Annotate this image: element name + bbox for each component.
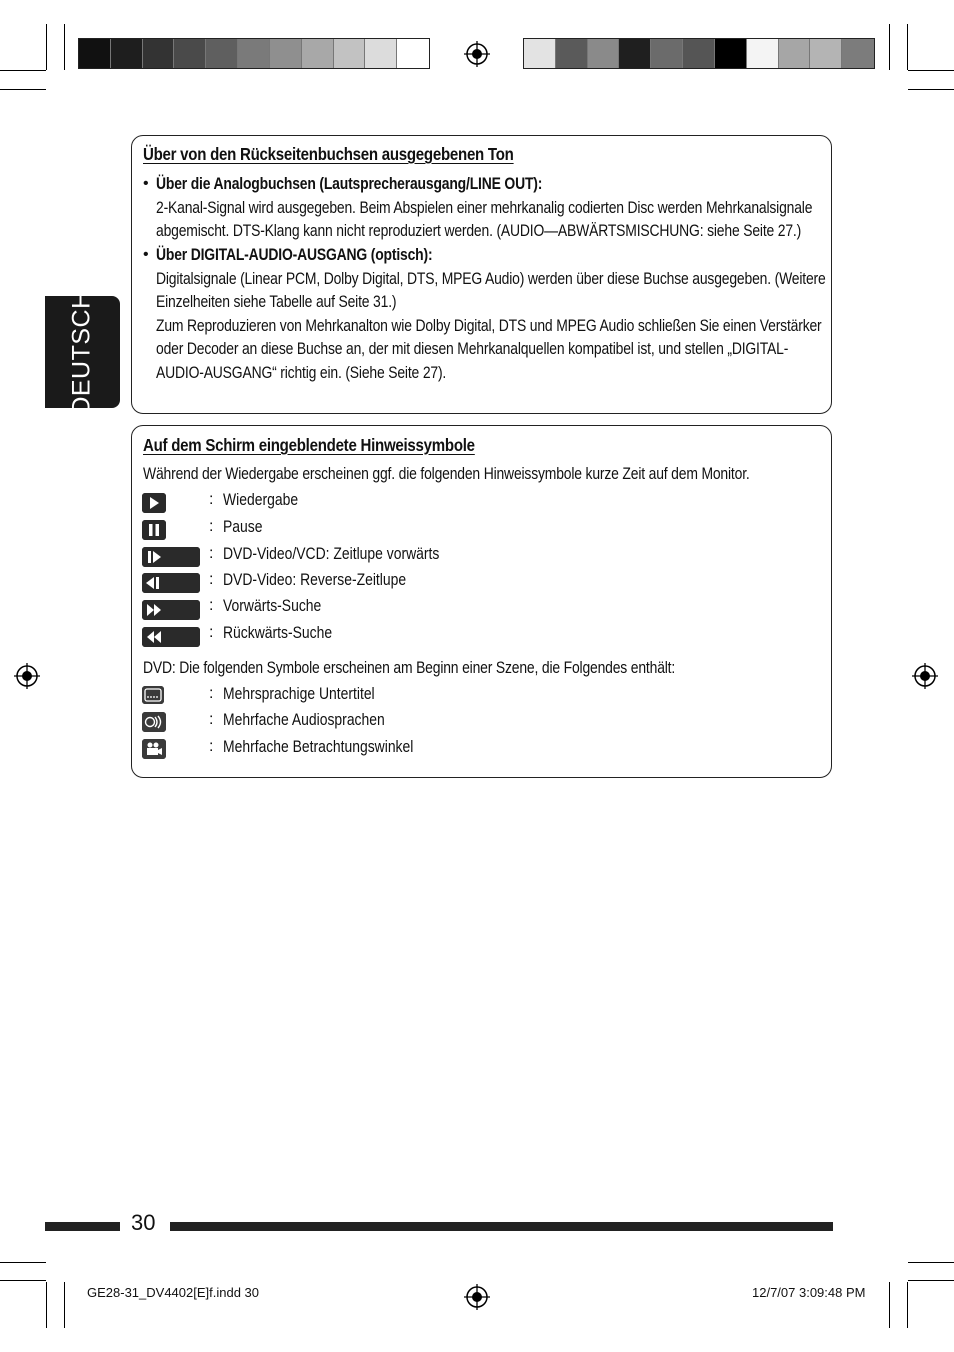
color-swatch <box>619 39 651 68</box>
crop-mark <box>0 1280 46 1281</box>
fast-forward-icon <box>142 600 200 620</box>
crop-mark <box>46 24 47 70</box>
dvd-intro-text: DVD: Die folgenden Symbole erscheinen am Beginn einer Szene, die Folgendes enthält: <box>143 659 676 677</box>
symbol-label: DVD-Video: Reverse-Zeitlupe <box>223 571 407 589</box>
body-line: abgemischt. DTS-Klang kann nicht reproduziert werden. (AUDIO—ABWÄRTSMISCHUNG: siehe Seite 27.) <box>156 222 802 240</box>
color-swatch <box>238 39 270 68</box>
crop-mark <box>908 1280 954 1281</box>
symbol-label: Wiedergabe <box>223 491 299 509</box>
section-onscreen-symbols <box>131 425 832 778</box>
symbol-label: Vorwärts-Suche <box>223 597 322 615</box>
color-swatch <box>270 39 302 68</box>
color-swatch <box>174 39 206 68</box>
pause-icon <box>142 520 166 540</box>
language-tab <box>45 289 120 415</box>
color-swatch <box>842 39 874 68</box>
crop-mark <box>908 70 954 71</box>
crop-mark <box>46 1282 47 1328</box>
registration-mark-icon <box>464 1284 490 1310</box>
body-line: 2-Kanal-Signal wird ausgegeben. Beim Abspielen einer mehrkanalig codierten Disc werden Mehrkanalsignale <box>156 199 813 217</box>
color-swatch <box>365 39 397 68</box>
colon: : <box>209 738 214 755</box>
footer-datetime: 12/7/07 3:09:48 PM <box>752 1285 866 1300</box>
color-swatch <box>111 39 143 68</box>
color-swatch <box>810 39 842 68</box>
colon: : <box>209 491 214 508</box>
crop-mark <box>889 24 890 70</box>
color-bar-left <box>78 38 430 69</box>
footer-file-info: GE28-31_DV4402[E]f.indd 30 <box>87 1285 260 1300</box>
bullet-title: Über die Analogbuchsen (Lautsprecherausgang/LINE OUT): <box>156 175 543 193</box>
body-line: Einzelheiten siehe Tabelle auf Seite 31.) <box>156 293 397 311</box>
crop-mark <box>908 89 954 90</box>
body-line: Zum Reproduzieren von Mehrkanalton wie Dolby Digital, DTS und MPEG Audio schließen Sie einen Verstärker <box>156 317 822 335</box>
crop-mark <box>907 24 908 70</box>
symbol-label: Pause <box>223 518 263 536</box>
crop-mark <box>889 1282 890 1328</box>
bullet-marker: • <box>143 246 149 263</box>
colon: : <box>209 624 214 641</box>
crop-mark <box>0 89 46 90</box>
registration-mark-icon <box>14 663 40 689</box>
bullet-marker: • <box>143 175 149 192</box>
color-swatch <box>206 39 238 68</box>
rewind-icon <box>142 627 200 647</box>
colon: : <box>209 711 214 728</box>
crop-mark <box>0 1262 46 1263</box>
page-number: 30 <box>131 1210 156 1235</box>
footer-rule-right <box>170 1222 833 1231</box>
color-swatch <box>524 39 556 68</box>
registration-mark-icon <box>464 41 490 67</box>
color-bar-right <box>523 38 875 69</box>
crop-mark <box>0 70 46 71</box>
crop-mark <box>64 1282 65 1328</box>
slow-reverse-icon <box>142 573 200 593</box>
body-line: AUDIO-AUSGANG“ richtig ein. (Siehe Seite 27). <box>156 364 447 382</box>
color-swatch <box>334 39 366 68</box>
intro-text: Während der Wiedergabe erscheinen ggf. die folgenden Hinweissymbole kurze Zeit auf dem Monitor. <box>143 465 750 483</box>
symbol-label: Mehrfache Audiosprachen <box>223 711 385 729</box>
section-rear-output <box>131 135 832 414</box>
footer-rule-left <box>45 1222 120 1231</box>
section-heading: Über von den Rückseitenbuchsen ausgegebenen Ton <box>143 144 514 164</box>
color-swatch <box>397 39 429 68</box>
color-swatch <box>715 39 747 68</box>
color-swatch <box>651 39 683 68</box>
audio-icon <box>142 712 166 732</box>
color-swatch <box>683 39 715 68</box>
color-swatch <box>779 39 811 68</box>
color-swatch <box>556 39 588 68</box>
language-tab-label: DEUTSCH <box>68 289 96 415</box>
symbol-label: Mehrsprachige Untertitel <box>223 685 375 703</box>
color-swatch <box>143 39 175 68</box>
symbol-label: Rückwärts-Suche <box>223 624 333 642</box>
body-line: oder Decoder an diese Buchse an, der mit diesen Mehrkanalquellen kompatibel ist, und stellen „DIGITAL- <box>156 340 789 358</box>
crop-mark <box>907 1282 908 1328</box>
angle-icon <box>142 739 166 759</box>
colon: : <box>209 518 214 535</box>
bullet-title: Über DIGITAL-AUDIO-AUSGANG (optisch): <box>156 246 433 264</box>
colon: : <box>209 571 214 588</box>
symbol-label: DVD-Video/VCD: Zeitlupe vorwärts <box>223 545 440 563</box>
crop-mark <box>908 1262 954 1263</box>
registration-mark-icon <box>912 663 938 689</box>
colon: : <box>209 685 214 702</box>
play-icon <box>142 493 166 513</box>
color-swatch <box>302 39 334 68</box>
colon: : <box>209 597 214 614</box>
colon: : <box>209 545 214 562</box>
color-swatch <box>588 39 620 68</box>
color-swatch <box>79 39 111 68</box>
subtitle-icon <box>142 686 164 704</box>
body-line: Digitalsignale (Linear PCM, Dolby Digital, DTS, MPEG Audio) werden über diese Buchse ausgegeben. (Weitere <box>156 270 826 288</box>
symbol-label: Mehrfache Betrachtungswinkel <box>223 738 414 756</box>
color-swatch <box>747 39 779 68</box>
section-heading: Auf dem Schirm eingeblendete Hinweissymbole <box>143 435 475 455</box>
slow-forward-icon <box>142 547 200 567</box>
crop-mark <box>64 24 65 70</box>
